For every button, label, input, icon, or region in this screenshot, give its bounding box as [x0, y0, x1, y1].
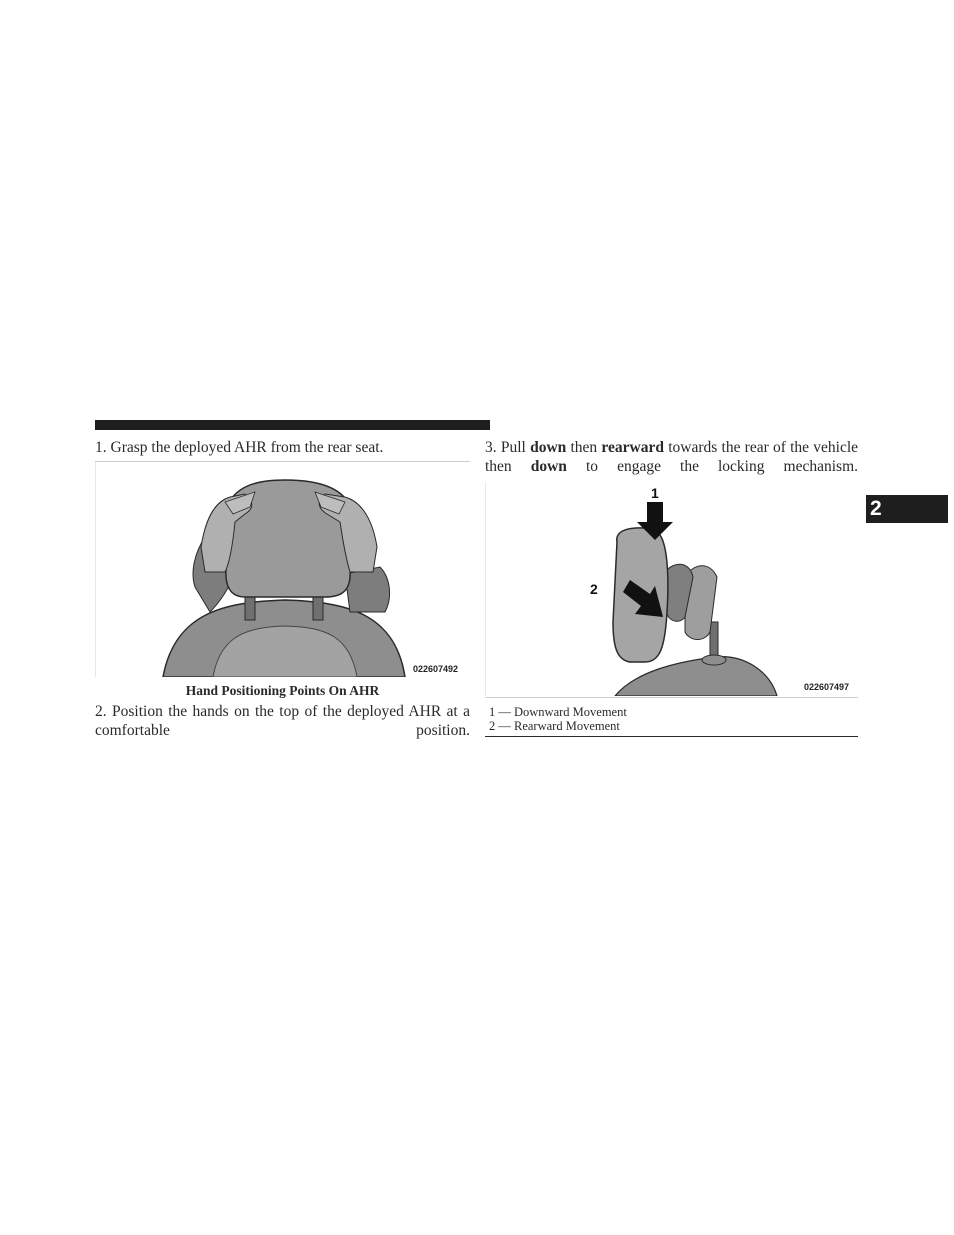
figure-hand-positioning [95, 462, 470, 677]
legend-item: 1 — Downward Movement [489, 705, 627, 719]
step-3-down: down [530, 439, 567, 456]
legend-item: 2 — Rearward Movement [489, 719, 620, 733]
figure-1-caption: Hand Positioning Points On AHR [185, 683, 380, 698]
figure-1-code: 022607492 [413, 664, 459, 674]
figure-movement-arrows [485, 482, 858, 696]
step-3-end: to engage the locking mechanism. [585, 458, 858, 475]
step-3-text [485, 438, 858, 476]
callout-1: 1 [651, 485, 659, 501]
figure-2-legend [489, 705, 627, 733]
figure-2-bottom-rule [485, 697, 858, 698]
legend-rule [485, 736, 858, 737]
callout-2: 2 [590, 581, 598, 597]
step-3-number: 3. [485, 439, 497, 456]
figure-2-code: 022607497 [804, 682, 850, 692]
step-3-pull: Pull [500, 439, 526, 456]
section-tab: 2 [866, 495, 948, 523]
step-3-towards: towards the rear of the vehicle then [485, 439, 859, 475]
section-header-bar [95, 420, 490, 430]
step-2-text: 2. Position the hands on the top of the deployed AHR at a comfortable position. [95, 703, 470, 739]
step-3-down-2: down [530, 458, 567, 475]
step-1-text: 1. Grasp the deployed AHR from the rear seat. [95, 439, 384, 456]
step-3-rearward: rearward [601, 439, 664, 456]
step-3-then: then [570, 439, 598, 456]
